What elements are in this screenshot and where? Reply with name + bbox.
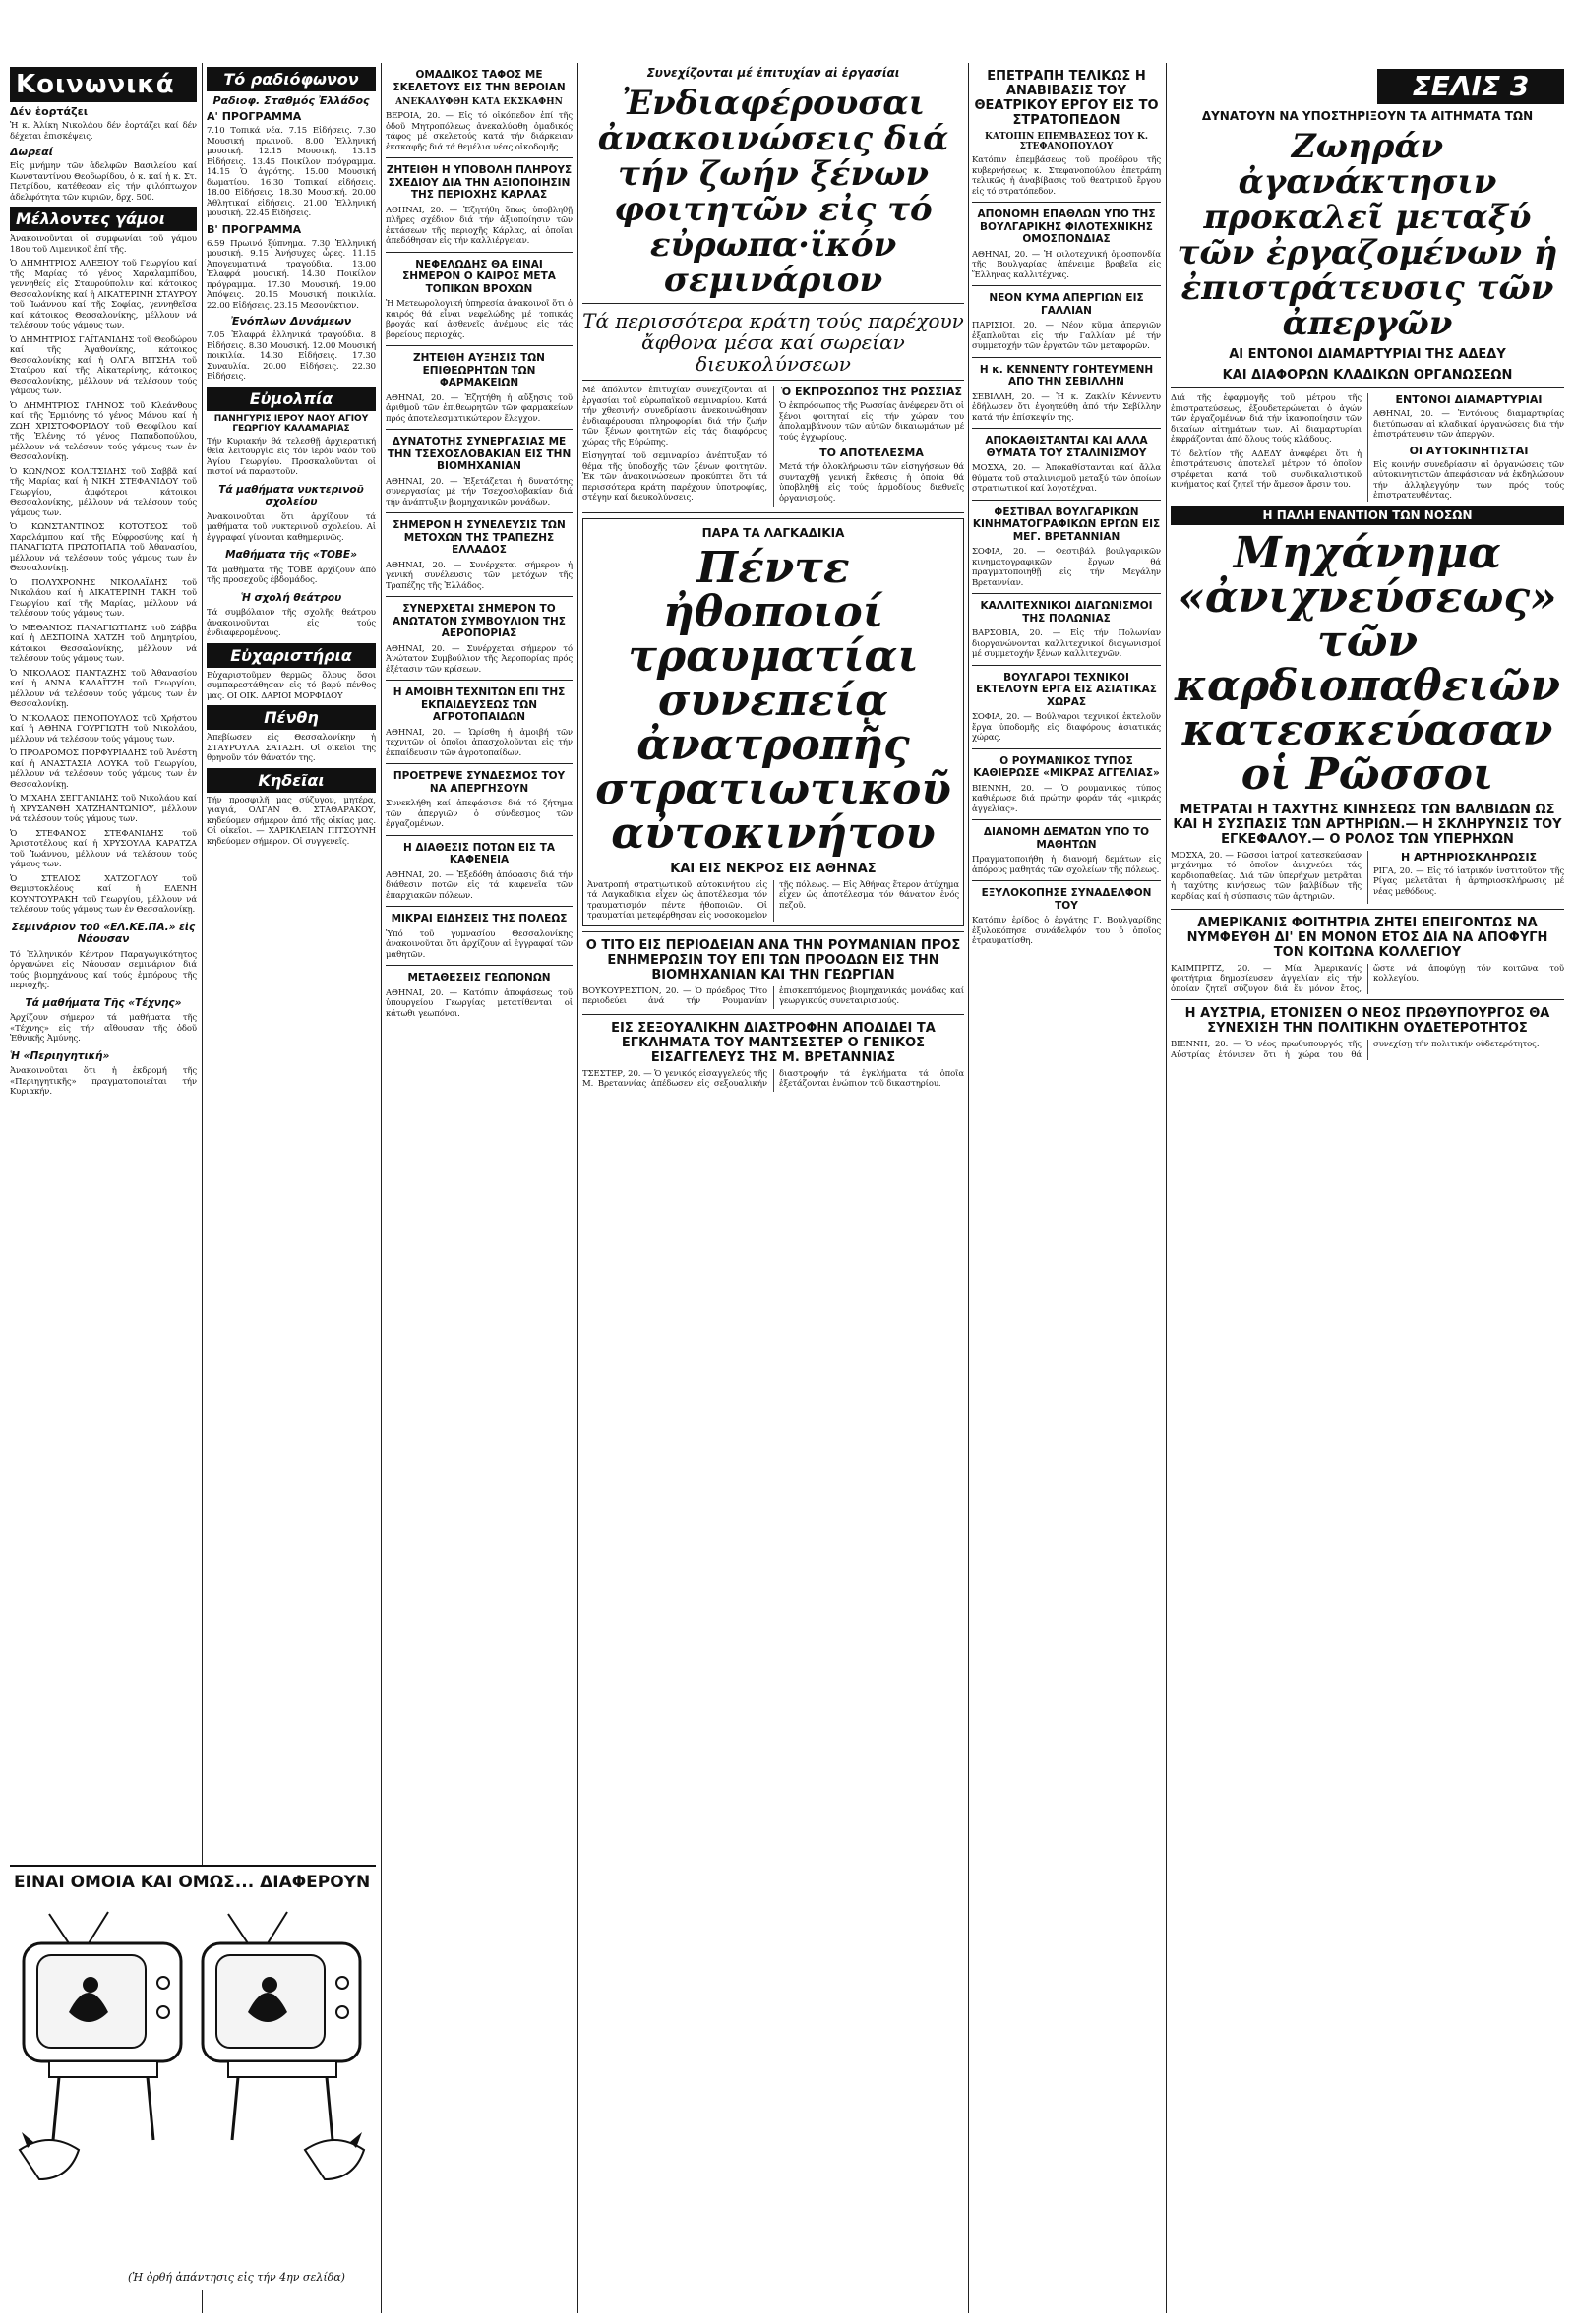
feature-lead-right: Εἰσηγηταί τοῦ σεμιναρίου ἀνέπτυξαν τό θέμα τῆς ὑποδοχῆς τῶν ξένων φοιτητῶν. Ἐκ τῶν ἀνακοινώσεων προκύπτει ὅτι τά περισσότερα κράτη παρέχουν ὑποτροφίας, στέγην καί διευκολύνσεις.	[582, 451, 767, 503]
divider	[1171, 999, 1564, 1000]
radio-title: Τό ραδιόφωνον	[207, 67, 376, 91]
headline-bulgarian-awards: ΑΠΟΝΟΜΗ ΕΠΑΘΛΩΝ ΥΠΟ ΤΗΣ ΒΟΥΛΓΑΡΙΚΗΣ ΦΙΛΟΤΕΧΝΙΚΗΣ ΟΜΟΣΠΟΝΔΙΑΣ	[977, 209, 1156, 245]
feature-expose-text: Ὁ ἐκπρόσωπος τῆς Ρωσσίας ἀνέφερεν ὅτι οἱ ξένοι φοιτηταί εἰς τήν χώραν του ἀπολαμβάνουν τῶν αὐτῶν δικαιωμάτων μέ τούς ἐγχωρίους.	[779, 401, 964, 443]
feature-deck: Τά περισσότερα κράτη τούς παρέχουν ἄφθονα μέσα καί σωρείαν διευκολύνσεων	[582, 309, 964, 376]
wedding-entry: Ὁ ΜΙΧΑΗΛ ΣΕΓΓΑΝΙΔΗΣ τοῦ Νικολάου καί ἡ ΧΡΥΣΑΝΘΗ ΧΑΤΖΗΑΝΤΩΝΙΟΥ, μέλλουν νά τελέσουν τούς γάμους των.	[10, 794, 197, 824]
column-rule	[381, 63, 382, 2313]
text-airforce: ΑΘΗΝΑΙ, 20. — Συνέρχεται σήμερον τό Ἀνώτατον Συμβούλιον τῆς Ἀεροπορίας πρός ἐξέτασιν τῶν κρίσεων.	[386, 643, 573, 675]
theatre-text: Τά συμβόλαιον τῆς σχολῆς θεάτρου ἀνακοινοῦνται εἰς τούς ἐνδιαφερομένους.	[207, 608, 376, 638]
lead-sub2-text: Εἰς κοινήν συνεδρίασιν αἱ ὀργανώσεις τῶν αὐτοκινητιστῶν ἀπεφάσισαν νά ἐκδηλώσουν τήν ἀλληλεγγύην των πρός τούς ἐπιστρατευθέντας.	[1373, 459, 1564, 501]
health-headline: Μηχάνημα «ἀνιχνεύσεως» τῶν καρδιοπαθειῶν κατεσκεύασαν οἱ Ρῶσσοι	[1175, 527, 1560, 800]
headline-romanian-press: Ο ΡΟΥΜΑΝΙΚΟΣ ΤΥΠΟΣ ΚΑΘΙΕΡΩΣΕ «ΜΙΚΡΑΣ ΑΓΓΕΛΙΑΣ»	[973, 754, 1160, 779]
manchester-text: ΤΣΕΣΤΕΡ, 20. — Ὁ γενικός εἰσαγγελεύς τῆς Μ. Βρεταννίας ἀπέδωσεν εἰς σεξουαλικήν διαστροφήν τά ἐγκλήματα τά ὁποῖα ἐξετάζονται ἐνώπιον τοῦ δικαστηρίου.	[582, 1068, 964, 1090]
newspaper-page	[10, 6, 1564, 2317]
text-film-festival: ΣΟΦΙΑ, 20. — Φεστιβάλ βουλγαρικῶν κινηματογραφικῶν ἔργων θά πραγματοποιηθῇ εἰς τήν Μεγάλην Βρεταννίαν.	[972, 547, 1161, 588]
column-lead	[1171, 63, 1564, 2313]
wedding-entry: Ὁ ΝΙΚΟΛΑΟΣ ΠΑΝΤΑΖΗΣ τοῦ Ἀθανασίου καί ἡ ΑΝΝΑ ΚΑΛΑΪΤΖΗ τοῦ Γεωργίου, μέλλουν νά τελέσουν τούς γάμους των ἐν Θεσσαλονίκῃ.	[10, 668, 197, 709]
armed-forces-text: 7.05 Ἑλαφρά ἑλληνικά τραγούδια. 8 Εἰδήσεις. 8.30 Μουσική. 12.00 Μουσική ποικιλία. 14.30 Εἰδήσεις. 17.30 Συναυλία. 20.00 Εἰδήσεις. 22.30 Εἰδήσεις.	[207, 330, 376, 382]
wedding-entry: Ὁ ΝΙΚΟΛΑΟΣ ΠΕΝΟΠΟΥΛΟΣ τοῦ Χρήστου καί ἡ ΑΘΗΝΑ ΓΟΥΡΓΙΩΤΗ τοῦ Νικολάου, μέλλουν νά τελέσουν τούς γάμους των.	[10, 713, 197, 745]
health-deck: ΜΕΤΡΑΤΑΙ Η ΤΑΧΥΤΗΣ ΚΙΝΗΣΕΩΣ ΤΩΝ ΒΑΛΒΙΔΩΝ ΩΣ ΚΑΙ Η ΣΥΣΠΑΣΙΣ ΤΩΝ ΑΡΤΗΡΙΩΝ.— Η ΣΚΛΗΡΥΝΣΙΣ ΤΟΥ ΕΓΚΕΦΑΛΟΥ.— Ο ΡΟΛΟΣ ΤΩΝ ΥΠΕΡΗΧΩΝ	[1173, 802, 1562, 847]
headline-pharmacies: ΖΗΤΕΙΘΗ ΑΥΞΗΣΙΣ ΤΩΝ ΕΠΙΘΕΩΡΗΤΩΝ ΤΩΝ ΦΑΡΜΑΚΕΙΩΝ	[413, 352, 545, 388]
program-b-title: Β' ΠΡΟΓΡΑΜΜΑ	[207, 222, 302, 236]
austria-body	[1171, 1040, 1564, 1060]
lead-kicker: ΔΥΝΑΤΟΥΝ ΝΑ ΥΠΟΣΤΗΡΙΞΟΥΝ ΤΑ ΑΙΤΗΜΑΤΑ ΤΩΝ	[1201, 109, 1534, 123]
divider	[582, 512, 964, 513]
text-strike-union: Συνεκλήθη καί ἀπεφάσισε διά τό ζήτημα τῶν ἀπεργιῶν ὁ σύνδεσμος τῶν ἐργαζομένων.	[386, 799, 573, 829]
feature-headline: Ἐνδιαφέρουσαι ἀνακοινώσεις διά τήν ζωήν ξένων φοιτητῶν εἰς τό εὐρωπα·ϊκόν σεμινάριον	[597, 84, 949, 300]
actors-body	[587, 880, 959, 922]
tove-title: Μαθήματα τῆς «ΤΟΒΕ»	[225, 549, 357, 561]
headline-airforce: ΣΥΝΕΡΧΕΤΑΙ ΣΗΜΕΡΟΝ ΤΟ ΑΝΩΤΑΤΟΝ ΣΥΜΒΟΥΛΙΟΝ ΤΗΣ ΑΕΡΟΠΟΡΙΑΣ	[393, 603, 566, 639]
lead-sub1: ΕΝΤΟΝΟΙ ΔΙΑΜΑΡΤΥΡΙΑΙ	[1395, 393, 1543, 406]
headline-stalinism: ΑΠΟΚΑΘΙΣΤΑΝΤΑΙ ΚΑΙ ΑΛΛΑ ΘΥΜΑΤΑ ΤΟΥ ΣΤΑΛΙΝΙΣΜΟΥ	[985, 435, 1148, 459]
headline-bulgarian-tech: ΒΟΥΛΓΑΡΟΙ ΤΕΧΝΙΚΟΙ ΕΚΤΕΛΟΥΝ ΕΡΓΑ ΕΙΣ ΑΣΙΑΤΙΚΑΣ ΧΩΡΑΣ	[976, 671, 1157, 708]
headline-karla: ΖΗΤΕΙΘΗ Η ΥΠΟΒΟΛΗ ΠΛΗΡΟΥΣ ΣΧΕΔΙΟΥ ΔΙΑ ΤΗΝ ΑΞΙΟΠΟΙΗΣΙΝ ΤΗΣ ΠΕΡΙΟΧΗΣ ΚΑΡΛΑΣ	[386, 164, 573, 201]
lessons-title: Τά μαθήματα νυκτερινοῦ σχολείου	[218, 483, 364, 507]
lead-sub1-text: ΑΘΗΝΑΙ, 20. — Ἐντόνους διαμαρτυρίας διετύπωσαν αἱ κλαδικαί ὀργανώσεις διά τήν ἐπιστράτευσιν τῶν ἀπεργῶν.	[1373, 409, 1564, 440]
funerals-text: Τήν προσφιλῆ μας σύζυγον, μητέρα, γιαγιά, ΟΛΓΑΝ Θ. ΣΤΑΘΑΡΑΚΟΥ, κηδεύομεν σήμερον ἀπό τῆς οἰκίας μας. Οἱ οἰκεῖοι. — ΧΑΡΙΚΛΕΙΑΝ ΠΙΤΣΟΥΝΗ κηδεύομεν σήμερον. Οἱ συγγενεῖς.	[207, 795, 376, 847]
divider	[386, 596, 573, 597]
divider	[582, 380, 964, 381]
tito-text: ΒΟΥΚΟΥΡΕΣΤΙΟΝ, 20. — Ὁ πρόεδρος Τίτο περιοδεύει ἀνά τήν Ρουμανίαν ἐπισκεπτόμενος βιομηχανικάς μονάδας καί γεωργικούς συνεταιρισμούς.	[582, 985, 964, 1007]
badge-spacer	[1171, 63, 1564, 106]
wedding-entry: Ὁ ΔΗΜΗΤΡΙΟΣ ΓΑΪΤΑΝΙΔΗΣ τοῦ Θεοδώρου καί τῆς Ἀγαθονίκης, κάτοικος Θεσσαλονίκης καί ἡ ΟΛΓΑ ΒΙΤΣΗΑ τοῦ Σταύρου καί τῆς Αἰκατερίνης, κάτοικος Θεσσαλονίκης, μέλλουν νά τελέσουν τούς γάμους των.	[10, 334, 197, 396]
text-parcels: Πραγματοποιήθη ἡ διανομή δεμάτων εἰς ἀπόρους μαθητάς τῶν σχολείων τῆς πόλεως.	[972, 855, 1161, 875]
art-title: Τά μαθήματα Τῆς «Τέχνης»	[25, 996, 182, 1009]
art-text: Ἀρχίζουν σήμερον τά μαθήματα τῆς «Τέχνης» εἰς τήν αἴθουσαν τῆς ὁδοῦ Ἐθνικῆς Ἀμύνης.	[10, 1013, 197, 1043]
divider	[972, 202, 1161, 203]
text-bulgarian-awards: ΑΘΗΝΑΙ, 20. — Ἡ φιλοτεχνική ὁμοσπονδία τῆς Βουλγαρίας ἀπένειμε βραβεῖα εἰς Ἕλληνας καλλιτέχνας.	[972, 249, 1161, 280]
tove-text: Τά μαθήματα τῆς ΤΟΒΕ ἀρχίζουν ἀπό τῆς προσεχοῦς ἑβδομάδος.	[207, 565, 376, 585]
lead-headline: Ζωηράν ἀγανάκτησιν προκαλεῖ μεταξύ τῶν ἐργαζομένων ἡ ἐπιστράτευσις τῶν ἀπεργῶν	[1177, 127, 1558, 343]
student-text: ΚΑΙΜΠΡΙΤΖ, 20. — Μία Ἀμερικανίς φοιτήτρια δημοσίευσεν ἀγγελίαν εἰς τήν ὁποίαν ζητεῖ σύζυγον διά ἕν μόνον ἔτος, ὥστε νά ἀποφύγῃ τόν κοιτῶνα τοῦ κολλεγίου.	[1171, 963, 1564, 994]
lead-text-left: Διά τῆς ἐφαρμογῆς τοῦ μέτρου τῆς ἐπιστρατεύσεως, ἐξουδετερώνεται ὁ ἀγών τῶν ἐργαζομένων διά τήν ἱκανοποίησιν τῶν δικαίων αἰτημάτων των. Αἱ διαμαρτυρίαι ἐκφράζονται ἀπό ὅλους τούς κλάδους.	[1171, 393, 1362, 445]
divider	[972, 748, 1161, 749]
tito-body	[582, 986, 964, 1009]
dated-text: Ἡ κ. Ἀλίκη Νικολάου δέν ἑορτάζει καί δέν δέχεται ἐπισκέψεις.	[10, 121, 197, 142]
text-czech: ΑΘΗΝΑΙ, 20. — Ἐξετάζεται ἡ δυνατότης συνεργασίας μέ τήν Τσεχοσλοβακίαν διά τήν ἀνάπτυξιν βιομηχανικῶν μονάδων.	[386, 476, 573, 507]
manchester-body	[582, 1069, 964, 1092]
divider	[386, 252, 573, 253]
text-bulgarian-tech: ΣΟΦΙΑ, 20. — Βούλγαροι τεχνικοί ἐκτελοῦν ἔργα ὑποδομῆς εἰς διαφόρους ἀσιατικάς χώρας.	[972, 712, 1161, 743]
headline-mass-grave: ΟΜΑΔΙΚΟΣ ΤΑΦΟΣ ΜΕ ΣΚΕΛΕΤΟΥΣ ΕΙΣ ΤΗΝ ΒΕΡΟΙΑΝ	[393, 69, 566, 93]
actors-kicker: ΠΑΡΑ ΤΑ ΛΑΓΚΑΔΙΚΙΑ	[701, 525, 845, 540]
story-actors	[582, 518, 964, 926]
wedding-entry: Ὁ ΣΤΕΛΙΟΣ ΧΑΤΖΟΓΛΟΥ τοῦ Θεμιστοκλέους καί ἡ ΕΛΕΝΗ ΚΟΥΝΤΟΥΡΑΚΗ τοῦ Γεωργίου, μέλλουν νά τελέσουν τούς γάμους των ἐν Θεσσαλονίκῃ.	[10, 873, 197, 915]
health-kicker: Η ΠΑΛΗ ΕΝΑΝΤΙΟΝ ΤΩΝ ΝΟΣΩΝ	[1171, 506, 1564, 525]
headline-parcels: ΔΙΑΝΟΜΗ ΔΕΜΑΤΩΝ ΥΠΟ ΤΟ ΜΑΘΗΤΩΝ	[983, 826, 1150, 851]
divider	[386, 429, 573, 430]
manchester-headline: ΕΙΣ ΣΕΞΟΥΑΛΙΚΗΝ ΔΙΑΣΤΡΟΦΗΝ ΑΠΟΔΙΔΕΙ ΤΑ ΕΓΚΛΗΜΑΤΑ ΤΟΥ ΜΑΝΤΣΕΣΤΕΡ Ο ΓΕΝΙΚΟΣ ΕΙΣΑΓΓΕΛΕΥΣ ΤΗΣ Μ. ΒΡΕΤΑΝΝΙΑΣ	[611, 1020, 936, 1065]
text-mass-grave: ΒΕΡΟΙΑ, 20. — Εἰς τό οἰκόπεδον ἐπί τῆς ὁδοῦ Μητροπόλεως ἀνεκαλύφθη ὁμαδικός τάφος μέ σκελετούς κατά τήν διάρκειαν ἐκσκαφῆς διά τά θεμέλια νέας οἰκοδομῆς.	[386, 111, 573, 152]
headline-technicians: Η ΑΜΟΙΒΗ ΤΕΧΝΙΤΩΝ ΕΠΙ ΤΗΣ ΕΚΠΑΙΔΕΥΣΕΩΣ ΤΩΝ ΑΓΡΟΤΟΠΑΙΔΩΝ	[393, 686, 566, 723]
text-agronomists: ΑΘΗΝΑΙ, 20. — Κατόπιν ἀποφάσεως τοῦ ὑπουργείου Γεωργίας μετατίθενται οἱ κάτωθι γεωπόνοι.	[386, 987, 573, 1019]
divider	[386, 680, 573, 681]
student-body	[1171, 964, 1564, 995]
divider	[386, 345, 573, 346]
text-poland: ΒΑΡΣΟΒΙΑ, 20. — Εἰς τήν Πολωνίαν διοργανώνονται καλλιτεχνικοί διαγωνισμοί μέ συμμετοχήν ξένων καλλιτεχνῶν.	[972, 628, 1161, 659]
dated-title: Δέν ἑορτάζει	[10, 105, 88, 118]
weddings-intro: Ἀνακοινοῦνται οἱ συμφωνίαι τοῦ γάμου 18ου τοῦ Λιμενικοῦ ἐπί τῆς.	[10, 234, 197, 255]
divider	[386, 835, 573, 836]
seminar-text: Τό Ἑλληνικόν Κέντρον Παραγωγικότητος ὀργανώνει εἰς Νάουσαν σεμινάριον διά τούς βιομηχάνους καί τούς ἐμπόρους τῆς περιοχῆς.	[10, 949, 197, 990]
divider	[972, 819, 1161, 820]
cartoon-illustration	[10, 1904, 376, 2258]
divider	[972, 500, 1161, 501]
feature-lead-left: Μέ ἀπόλυτον ἐπιτυχίαν συνεχίζονται αἱ ἐργασίαι τοῦ εὐρωπαϊκοῦ σεμιναρίου. Κατά τήν χθεσινήν συνεδρίασιν ἀνεκοινώθησαν ἐνδιαφέρουσαι πληροφορίαι διά τήν ζωήν τῶν ξένων φοιτητῶν εἰς τάς διαφόρους χώρας τῆς Εὐρώπης.	[582, 386, 767, 447]
health-body	[1171, 851, 1564, 904]
health-sub: Η ΑΡΤΗΡΙΟΣΚΛΗΡΩΣΙΣ	[1400, 850, 1538, 864]
divider	[972, 880, 1161, 881]
column-news	[386, 63, 573, 2313]
perieg-text: Ἀνακοινοῦται ὅτι ἡ ἐκδρομή τῆς «Περιηγητικῆς» πραγματοποιεῖται τήν Κυριακήν.	[10, 1066, 197, 1097]
text-city-news: Ὑπό τοῦ γυμνασίου Θεσσαλονίκης ἀνακοινοῦται ὅτι ἀρχίζουν αἱ ἐγγραφαί τῶν μαθητῶν.	[386, 928, 573, 960]
divider	[972, 285, 1161, 286]
lead-body	[1171, 393, 1564, 502]
wedding-list	[10, 259, 197, 916]
funerals-title: Κηδεῖαι	[207, 768, 376, 793]
divider	[582, 303, 964, 304]
wedding-entry: Ὁ ΔΗΜΗΤΡΙΟΣ ΑΛΕΞΙΟΥ τοῦ Γεωργίου καί τῆς Μαρίας τό γένος Χαραλαμπίδου, γεννηθείς εἰς Σταυρούπολιν καί κάτοικος Θεσσαλονίκης καί ἡ ΑΙΚΑΤΕΡΙΝΗ ΣΤΑΥΡΟΥ τοῦ Ἰωάννου καί τῆς Σοφίας, γεννηθεῖσα καί κάτοικος Θεσσαλονίκης, μέλλουν νά τελέσουν τούς γάμους των.	[10, 259, 197, 330]
armed-forces-title: Ἐνόπλων Δυνάμεων	[230, 315, 352, 328]
text-kennedy: ΣΕΒΙΛΛΗ, 20. — Ἡ κ. Ζακλίν Κέννεντυ ἐδήλωσεν ὅτι ἐγοητεύθη ἀπό τήν Σεβίλλην κατά τήν ἐπίσκεψίν της.	[972, 391, 1161, 423]
column-briefs	[972, 63, 1161, 2313]
column-rule	[577, 63, 578, 2313]
wedding-entry: Ὁ ΣΤΕΦΑΝΟΣ ΣΤΕΦΑΝΙΔΗΣ τοῦ Ἀριστοτέλους καί ἡ ΧΡΥΣΟΥΛΑ ΚΑΡΑΤΖΑ τοῦ Ἰωάννου, μέλλουν νά τελέσουν τούς γάμους των.	[10, 828, 197, 869]
text-karla: ΑΘΗΝΑΙ, 20. — Ἐζητήθη ὅπως ὑποβληθῇ πλῆρες σχέδιον διά τήν ἀξιοποίησιν τῶν ἐκτάσεων τῆς περιοχῆς Κάρλας, αἱ ὁποῖαι ἀπεδόθησαν εἰς τήν καλλιέργειαν.	[386, 205, 573, 246]
subhead-theatre-camp: ΚΑΤΟΠΙΝ ΕΠΕΜΒΑΣΕΩΣ ΤΟΥ Κ. ΣΤΕΦΑΝΟΠΟΥΛΟΥ	[985, 132, 1148, 151]
lessons-text: Ἀνακοινοῦται ὅτι ἀρχίζουν τά μαθήματα τοῦ νυκτερινοῦ σχολείου. Αἱ ἐγγραφαί γίνονται καθημερινῶς.	[207, 511, 376, 543]
lead-sub2: ΟΙ ΑΥΤΟΚΙΝΗΤΙΣΤΑΙ	[1409, 444, 1529, 457]
actors-deck: ΚΑΙ ΕΙΣ ΝΕΚΡΟΣ ΕΙΣ ΑΘΗΝΑΣ	[670, 861, 877, 876]
column-rule	[1166, 63, 1167, 2313]
feature-expose-title: Ὁ ΕΚΠΡΟΣΩΠΟΣ ΤΗΣ ΡΩΣΣΙΑΣ	[780, 386, 963, 398]
service-title: Εὐμολπία	[207, 387, 376, 411]
text-technicians: ΑΘΗΝΑΙ, 20. — Ὡρίσθη ἡ ἀμοιβή τῶν τεχνιτῶν οἱ ὁποῖοι ἀπασχολοῦνται εἰς τήν ἐκπαίδευσιν τῶν ἀγροτοπαίδων.	[386, 727, 573, 758]
text-drinks: ΑΘΗΝΑΙ, 20. — Ἐξεδόθη ἀπόφασις διά τήν διάθεσιν ποτῶν εἰς τά καφενεῖα τῶν ἐπαρχιακῶν πόλεων.	[386, 869, 573, 901]
wedding-entry: Ὁ ΚΩΝ/ΝΟΣ ΚΟΛΙΤΣΙΔΗΣ τοῦ Σαββᾶ καί τῆς Μαρίας καί ἡ ΝΙΚΗ ΣΤΕΦΑΝΙΔΟΥ τοῦ Γεωργίου, ἀμφότεροι κάτοικοι Θεσσαλονίκης, μέλλουν νά τελέσουν τούς γάμους των.	[10, 466, 197, 518]
program-a-text: 7.10 Τοπικά νέα. 7.15 Εἰδήσεις. 7.30 Μουσική πρωινοῦ. 8.00 Ἑλληνική μουσική. 12.15 Μουσική. 13.15 Εἰδήσεις. 13.45 Ποικίλον πρόγραμμα. 14.15 Ὁ ἀγρότης. 15.00 Μουσική δωματίου. 16.30 Τοπικαί εἰδήσεις. 18.00 Εἰδήσεις. 18.30 Μουσική. 20.00 Ἀθλητικαί εἰδήσεις. 21.00 Ἑλληνική μουσική. 22.45 Εἰδήσεις.	[207, 126, 376, 218]
health-text: ΜΟΣΧΑ, 20. — Ρῶσσοι ἰατροί κατεσκεύασαν μηχάνημα τό ὁποῖον ἀνιχνεύει τάς καρδιοπαθείας. Διά τῶν ὑπερήχων μετρᾶται ἡ ταχύτης κινήσεως τῶν βαλβίδων τῆς καρδίας καί ἡ σύσπασις τῶν ἀρτηριῶν.	[1171, 850, 1362, 902]
service-subtitle: ΠΑΝΗΓΥΡΙΣ ΙΕΡΟΥ ΝΑΟΥ ΑΓΙΟΥ ΓΕΩΡΓΙΟΥ ΚΑΛΑΜΑΡΙΑΣ	[213, 413, 369, 434]
headline-film-festival: ΦΕΣΤΙΒΑΛ ΒΟΥΛΓΑΡΙΚΩΝ ΚΙΝΗΜΑΤΟΓΡΑΦΙΚΩΝ ΕΡΓΩΝ ΕΙΣ ΜΕΓ. ΒΡΕΤΑΝΝΙΑΝ	[972, 506, 1161, 543]
text-bank: ΑΘΗΝΑΙ, 20. — Συνέρχεται σήμερον ἡ γενική συνέλευσις τῶν μετόχων τῆς Τραπέζης τῆς Ἑλλάδος.	[386, 560, 573, 591]
text-france-strikes: ΠΑΡΙΣΙΟΙ, 20. — Νέον κῦμα ἀπεργιῶν ἐξαπλοῦται εἰς τήν Γαλλίαν μέ τήν συμμετοχήν τῶν ἐργατῶν τῶν μεταφορῶν.	[972, 321, 1161, 351]
student-headline: ΑΜΕΡΙΚΑΝΙΣ ΦΟΙΤΗΤΡΙΑ ΖΗΤΕΙ ΕΠΕΙΓΟΝΤΩΣ ΝΑ ΝΥΜΦΕΥΘΗ ΔΙ' ΕΝ ΜΟΝΟΝ ΕΤΟΣ ΔΙΑ ΝΑ ΑΠΟΦΥΓΗ ΤΟΝ ΚΟΙΤΩΝΑ ΚΟΛΛΕΓΙΟΥ	[1186, 915, 1548, 960]
lead-deck-2: ΚΑΙ ΔΙΑΦΟΡΩΝ ΚΛΑΔΙΚΩΝ ΟΡΓΑΝΩΣΕΩΝ	[1222, 368, 1513, 383]
actors-text: Ἀνατροπή στρατιωτικοῦ αὐτοκινήτου εἰς τά Λαγκαδίκια εἶχεν ὡς ἀποτέλεσμα τόν τραυματισμόν πέντε ἠθοποιῶν. Οἱ τραυματίαι μετεφέρθησαν εἰς νοσοκομεῖον τῆς πόλεως. — Εἰς Ἀθήνας ἕτερον ἀτύχημα εἶχεν ὡς ἀποτέλεσμα τόν θάνατον ἑνός πεζοῦ.	[587, 879, 959, 922]
divider	[972, 357, 1161, 358]
headline-kennedy: Η κ. ΚΕΝΝΕΝΤΥ ΓΟΗΤΕΥΜΕΝΗ ΑΠΟ ΤΗΝ ΣΕΒΙΛΛΗΝ	[979, 363, 1154, 387]
feature-result-title: ΤΟ ΑΠΟΤΕΛΕΣΜΑ	[819, 447, 924, 459]
wedding-entry: Ὁ ΜΕΘΑΝΙΟΣ ΠΑΝΑΓΙΩΤΙΔΗΣ τοῦ Σάββα καί ἡ ΔΕΣΠΟΙΝΑ ΧΑΤΖΗ τοῦ Δημητρίου, κάτοικοι Θεσσαλονίκης, μέλλουν νά τελέσουν τούς γάμους των.	[10, 623, 197, 664]
program-a-title: Α' ΠΡΟΓΡΑΜΜΑ	[207, 110, 302, 123]
thanks-text: Εὐχαριστοῦμεν θερμῶς ὅλους ὅσοι συμπαρεστάθησαν εἰς τό βαρύ πένθος μας. ΟΙ ΟΙΚ. ΔΑΡΙΟΙ ΜΟΡΦΙΔΟΥ	[207, 670, 376, 701]
feature-body	[582, 386, 964, 507]
headline-czech: ΔΥΝΑΤΟΤΗΣ ΣΥΝΕΡΓΑΣΙΑΣ ΜΕ ΤΗΝ ΤΣΕΧΟΣΛΟΒΑΚΙΑΝ ΕΙΣ ΤΗΝ ΒΙΟΜΗΧΑΝΙΑΝ	[387, 436, 572, 472]
theatre-title: Ἡ σχολή θεάτρου	[240, 591, 342, 604]
lead-deck-1: ΑΙ ΕΝΤΟΝΟΙ ΔΙΑΜΑΡΤΥΡΙΑΙ ΤΗΣ ΑΔΕΔΥ	[1229, 347, 1506, 362]
perieg-title: Ἡ «Περιηγητική»	[10, 1049, 110, 1062]
mourning-text: Ἀπεβίωσεν εἰς Θεσσαλονίκην ἡ ΣΤΑΥΡΟΥΛΑ ΣΑΤΑΣΗ. Οἱ οἰκεῖοι της θρηνοῦν τόν θάνατόν της.	[207, 733, 376, 763]
austria-headline: Η ΑΥΣΤΡΙΑ, ΕΤΟΝΙΣΕΝ Ο ΝΕΟΣ ΠΡΩΘΥΠΟΥΡΓΟΣ ΘΑ ΣΥΝΕΧΙΣΗ ΤΗΝ ΠΟΛΙΤΙΚΗΝ ΟΥΔΕΤΕΡΟΤΗΤΟΣ	[1184, 1006, 1550, 1036]
divider	[972, 428, 1161, 429]
tito-headline: Ο ΤΙΤΟ ΕΙΣ ΠΕΡΙΟΔΕΙΑΝ ΑΝΑ ΤΗΝ ΡΟΥΜΑΝΙΑΝ ΠΡΟΣ ΕΝΗΜΕΡΩΣΙΝ ΤΟΥ ΕΠΙ ΤΩΝ ΠΡΟΟΔΩΝ ΕΙΣ ΤΗΝ ΒΙΟΜΗΧΑΝΙΑΝ ΚΑΙ ΤΗΝ ΓΕΩΡΓΙΑΝ	[585, 937, 961, 983]
headline-drinks: Η ΔΙΑΘΕΣΙΣ ΠΟΤΩΝ ΕΙΣ ΤΑ ΚΑΦΕΝΕΙΑ	[402, 841, 556, 865]
radio-subtitle: Ραδιοφ. Σταθμός Ἐλλάδος	[212, 94, 370, 107]
headline-agronomists: ΜΕΤΑΘΕΣΕΙΣ ΓΕΩΠΟΝΩΝ	[407, 972, 551, 983]
subhead-mass-grave: ΑΝΕΚΑΛΥΦΘΗ ΚΑΤΑ ΕΚΣΚΑΦΗΝ	[395, 97, 563, 107]
wedding-entry: Ὁ ΠΟΛΥΧΡΟΝΗΣ ΝΙΚΟΛΑΪΔΗΣ τοῦ Νικολάου καί ἡ ΑΙΚΑΤΕΡΙΝΗ ΤΑΚΗ τοῦ Γεωργίου καί τῆς Μαρίας, μέλλουν νά τελέσουν τούς γάμους των.	[10, 577, 197, 619]
divider	[972, 665, 1161, 666]
text-weather: Ἡ Μετεωρολογική ὑπηρεσία ἀνακοινοῖ ὅτι ὁ καιρός θά εἶναι νεφελώδης μέ τοπικάς βροχάς καί ἀσθενεῖς ἀνέμους εἰς τάς βορείους περιοχάς.	[386, 299, 573, 340]
health-sub-text: ΡΙΓΑ, 20. — Εἰς τό ἰατρικόν ἰνστιτοῦτον τῆς Ρίγας μελετᾶται ἡ ἀρτηριοσκλήρωσις μέ νέας μεθόδους.	[1373, 865, 1564, 897]
gifts-title: Δωρεαί	[10, 146, 53, 158]
divider	[386, 157, 573, 158]
thanks-title: Εὐχαριστήρια	[207, 643, 376, 668]
left-tv-drawing	[20, 1912, 181, 2179]
divider	[386, 763, 573, 764]
headline-france-strikes: ΝΕΟΝ ΚΥΜΑ ΑΠΕΡΓΙΩΝ ΕΙΣ ΓΑΛΛΙΑΝ	[989, 292, 1144, 317]
divider	[386, 906, 573, 907]
mourning-title: Πένθη	[207, 705, 376, 730]
cartoon-caption: ΕΙΝΑΙ ΟΜΟΙΑ ΚΑΙ ΟΜΩΣ... ΔΙΑΦΕΡΟΥΝ	[14, 1873, 371, 1892]
headline-poland: ΚΑΛΛΙΤΕΧΝΙΚΟΙ ΔΙΑΓΩΝΙΣΜΟΙ ΤΗΣ ΠΟΛΩΝΙΑΣ	[980, 600, 1153, 625]
headline-beating: ΕΞΥΛΟΚΟΠΗΣΕ ΣΥΝΑΔΕΛΦΟΝ ΤΟΥ	[981, 887, 1152, 912]
cartoon-footnote: (Ἡ ὀρθή ἀπάντησις εἰς τήν 4ην σελίδα)	[128, 2271, 345, 2284]
lead-text-right: Τό δελτίον τῆς ΑΔΕΔΥ ἀναφέρει ὅτι ἡ ἐπιστράτευσις ἀποτελεῖ μέτρον τό ὁποῖον στρέφεται κατά τοῦ συνδικαλιστικοῦ κινήματος καί ζητεῖ τήν ἄμεσον ἄρσιν του.	[1171, 448, 1362, 490]
section-social-title: Κοινωνικά	[10, 67, 197, 102]
right-tv-drawing	[203, 1912, 364, 2179]
headline-bank: ΣΗΜΕΡΟΝ Η ΣΥΝΕΛΕΥΣΙΣ ΤΩΝ ΜΕΤΟΧΩΝ ΤΗΣ ΤΡΑΠΕΖΗΣ ΕΛΛΑΔΟΣ	[393, 519, 566, 556]
divider	[386, 965, 573, 966]
feature-result-text: Μετά τήν ὁλοκλήρωσιν τῶν εἰσηγήσεων θά συνταχθῇ γενική ἔκθεσις ἡ ὁποία θά ὑποβληθῇ εἰς τούς ἁρμοδίους διεθνεῖς ὀργανισμούς.	[779, 462, 964, 504]
text-pharmacies: ΑΘΗΝΑΙ, 20. — Ἐζητήθη ἡ αὔξησις τοῦ ἀριθμοῦ τῶν ἐπιθεωρητῶν τῶν φαρμακείων πρός ἀποτελεσματικώτερον ἔλεγχον.	[386, 392, 573, 424]
austria-text: ΒΙΕΝΝΗ, 20. — Ὁ νέος πρωθυπουργός τῆς Αὐστρίας ἐτόνισεν ὅτι ἡ χώρα του θά συνεχίσῃ τήν πολιτικήν οὐδετερότητος.	[1171, 1040, 1540, 1060]
divider	[582, 1014, 964, 1015]
divider	[1171, 387, 1564, 388]
text-beating: Κατόπιν ἐρίδος ὁ ἐργάτης Γ. Βουλγαρίδης ἐξυλοκόπησε συνάδελφόν του ὁ ὁποῖος ἐτραυματίσθη.	[972, 916, 1161, 946]
page-number-badge: ΣΕΛΙΣ 3	[1377, 69, 1564, 104]
headline-city-news: ΜΙΚΡΑΙ ΕΙΔΗΣΕΙΣ ΤΗΣ ΠΟΛΕΩΣ	[391, 913, 568, 924]
divider	[1171, 909, 1564, 910]
text-romanian-press: ΒΙΕΝΝΗ, 20. — Ὁ ρουμανικός τύπος καθιέρωσε διά πρώτην φοράν τάς «μικράς ἀγγελίας».	[972, 783, 1161, 814]
divider	[582, 931, 964, 932]
program-b-text: 6.59 Πρωινό ξύπνημα. 7.30 Ἑλληνική μουσική. 9.15 Ἀνήσυχες ὧρες. 11.15 Ἀπογευματινά τραγούδια. 13.00 Ἐλαφρά μουσική. 14.30 Ποικίλον πρόγραμμα. 17.30 Μουσική. 19.00 Ἀπόψεις. 20.15 Μουσική ποικιλία. 22.00 Εἰδήσεις. 23.15 Μεσονύκτιον.	[207, 238, 376, 311]
divider	[972, 593, 1161, 594]
actors-headline: Πέντε ἠθοποιοί τραυματίαι συνεπείᾳ ἀνατροπῆς στρατιωτικοῦ αὐτοκινήτου	[595, 542, 951, 859]
wedding-entry: Ὁ ΚΩΝΣΤΑΝΤΙΝΟΣ ΚΟΤΟΤΣΟΣ τοῦ Χαραλάμπου καί τῆς Εὐφροσύνης καί ἡ ΠΑΝΑΓΙΩΤΑ ΠΡΩΤΟΠΑΠΑ τοῦ Ἀθανασίου, μέλλουν νά τελέσουν τούς γάμους των ἐν Θεσσαλονίκῃ.	[10, 522, 197, 573]
service-text: Τήν Κυριακήν θά τελεσθῇ ἀρχιερατική θεία λειτουργία εἰς τόν ἱερόν ναόν τοῦ Ἁγίου Γεωργίου. Προσκαλοῦνται οἱ πιστοί νά παραστοῦν.	[207, 436, 376, 477]
feature-kicker: Συνεχίζονται μέ ἐπιτυχίαν αἱ ἐργασίαι	[646, 66, 900, 80]
column-feature	[582, 63, 964, 2313]
text-theatre-camp: Κατόπιν ἐπεμβάσεως τοῦ προέδρου τῆς κυβερνήσεως κ. Στεφανοπούλου ἐπετράπη τελικῶς ἡ ἀναβίβασις τοῦ θεατρικοῦ ἔργου εἰς τό στρατόπεδον.	[972, 155, 1161, 197]
gifts-text: Εἰς μνήμην τῶν ἀδελφῶν Βασιλείου καί Κωνσταντίνου Θεοδωρίδου, ὁ κ. καί ἡ κ. Στ. Πετρίδου, κατέθεσαν εἰς τήν φιλόπτωχον ἀδελφότητα τῶν κυριῶν, δρχ. 500.	[10, 161, 197, 203]
headline-strike-union: ΠΡΟΕΤΡΕΨΕ ΣΥΝΔΕΣΜΟΣ ΤΟΥ ΝΑ ΑΠΕΡΓΗΣΟΥΝ	[393, 770, 566, 795]
puzzle-cartoon	[10, 1865, 376, 2290]
text-stalinism: ΜΟΣΧΑ, 20. — Ἀποκαθίστανται καί ἄλλα θύματα τοῦ σταλινισμοῦ μεταξύ τῶν ὁποίων στρατιωτικοί καί λογοτέχναι.	[972, 463, 1161, 494]
wedding-entry: Ὁ ΔΗΜΗΤΡΙΟΣ ΓΛΗΝΟΣ τοῦ Κλεάνθους καί τῆς Ἐρμιόνης τό γένος Μάνου καί ἡ ΖΩΗ ΧΡΙΣΤΟΦΟΡΙΔΟΥ τοῦ Θεοφίλου καί τῆς Ἑλένης τό γένος Παπαδοπούλου, μέλλουν νά τελέσουν τούς γάμους των ἐν Θεσσαλονίκῃ.	[10, 400, 197, 462]
seminar-title: Σεμινάριον τοῦ «ΕΛ.ΚΕ.ΠΑ.» εἰς Νάουσαν	[11, 921, 196, 945]
weddings-title: Μέλλοντες γάμοι	[10, 207, 197, 231]
column-rule	[968, 63, 969, 2313]
wedding-entry: Ὁ ΠΡΟΔΡΟΜΟΣ ΠΟΡΦΥΡΙΑΔΗΣ τοῦ Ἀνέστη καί ἡ ΑΝΑΣΤΑΣΙΑ ΛΟΥΚΑ τοῦ Γεωργίου, μέλλουν νά τελέσουν τούς γάμους των ἐν Θεσσαλονίκῃ.	[10, 748, 197, 790]
divider	[386, 512, 573, 513]
headline-theatre-camp: ΕΠΕΤΡΑΠΗ ΤΕΛΙΚΩΣ Η ΑΝΑΒΙΒΑΣΙΣ ΤΟΥ ΘΕΑΤΡΙΚΟΥ ΕΡΓΟΥ ΕΙΣ ΤΟ ΣΤΡΑΤΟΠΕΔΟΝ	[974, 69, 1159, 128]
headline-weather: ΝΕΦΕΛΩΔΗΣ ΘΑ ΕΙΝΑΙ ΣΗΜΕΡΟΝ Ο ΚΑΙΡΟΣ ΜΕΤΑ ΤΟΠΙΚΩΝ ΒΡΟΧΩΝ	[402, 258, 556, 295]
